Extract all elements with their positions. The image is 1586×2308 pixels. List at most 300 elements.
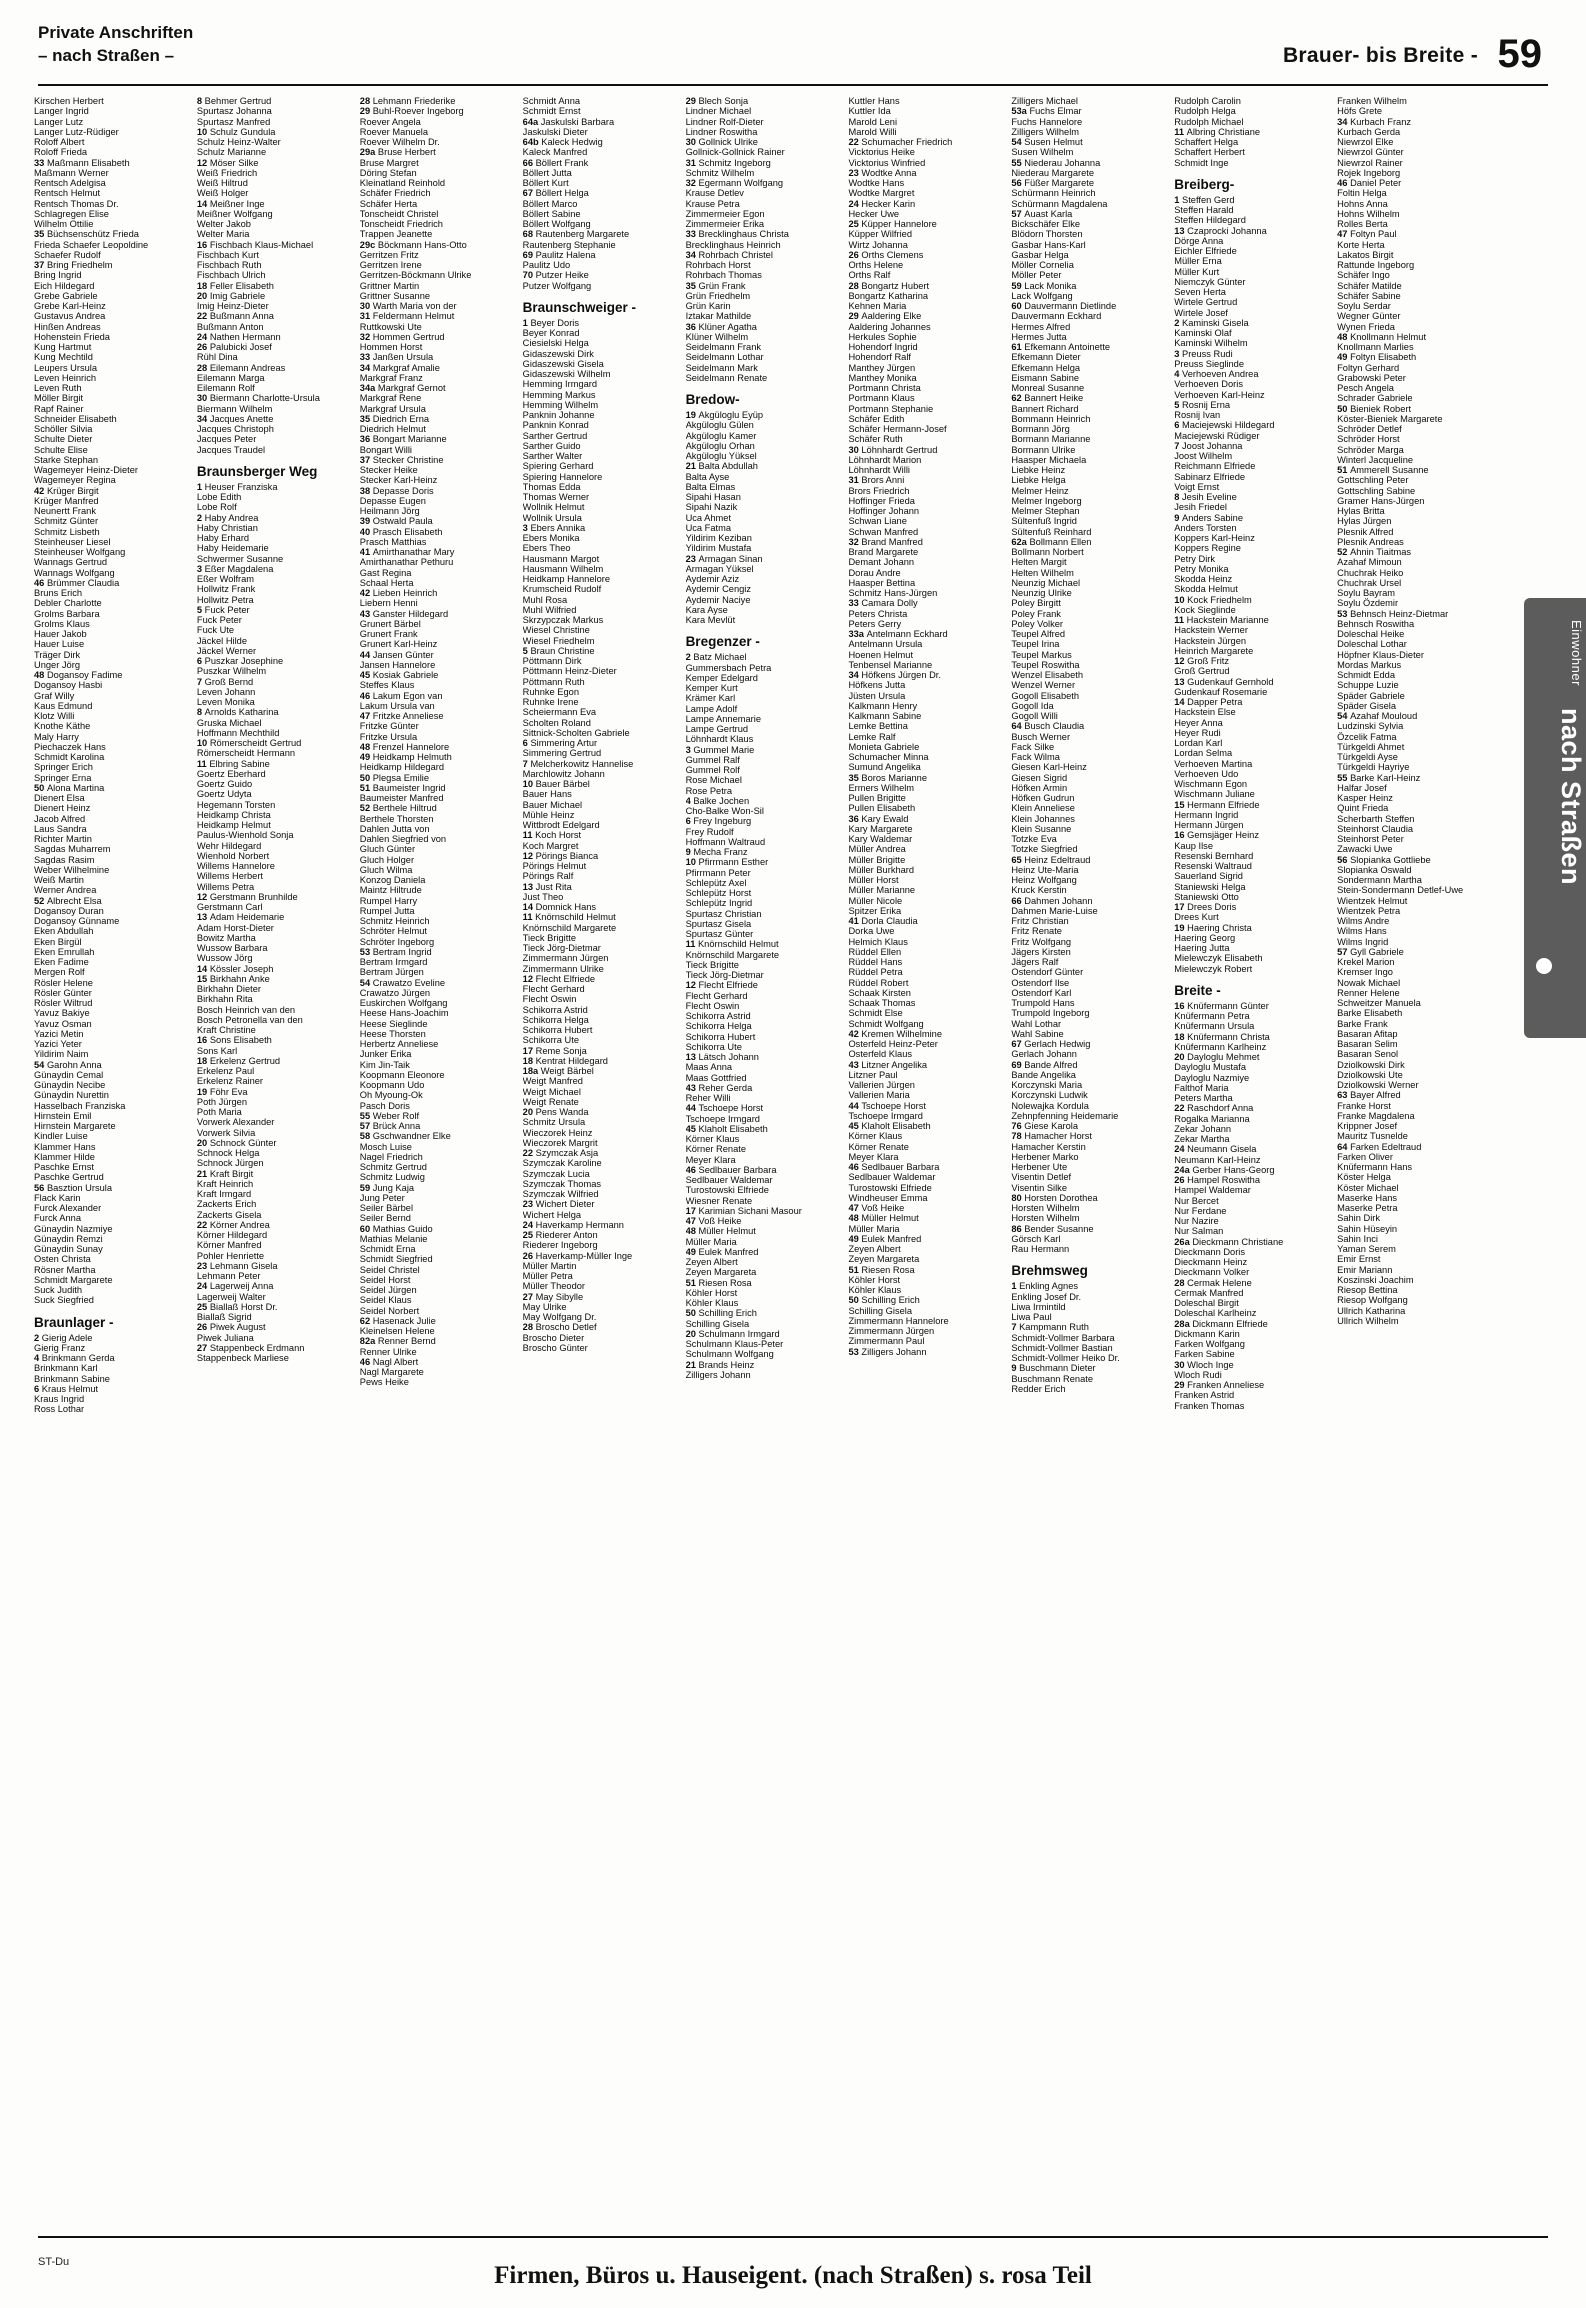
directory-entry: Schürmann Magdalena [1011,198,1108,209]
directory-entry: Steffen Hildegard [1174,215,1246,226]
directory-entry: Kindler Luise [34,1131,88,1142]
directory-entry: Ciesielski Helga [522,338,589,349]
directory-entry: Fritz Renate [1011,926,1062,937]
directory-entry: Kleinelsen Helene [359,1326,435,1336]
directory-entry: Sarther Gertrud [522,430,588,441]
directory-entry: Pews Heike [359,1377,409,1388]
directory-entry: Krämer Karl [685,693,736,704]
directory-entry: 18 Feller Elisabeth [196,280,274,291]
directory-entry: Verhoeven Karl-Heinz [1174,389,1265,400]
directory-entry: Krumscheid Rudolf [522,584,602,595]
directory-entry: Schmitz Wilhelm [685,167,755,178]
directory-entry: Schröter Helmut [359,926,427,937]
directory-entry: Schikorra Hubert [522,1025,593,1035]
directory-entry: Weiß Friedrich [196,167,258,178]
directory-entry: 42 Kremen Wilhelmine [848,1028,942,1039]
directory-entry: Sipahi Hasan [685,492,741,502]
directory-entry: Hommen Horst [359,342,423,352]
directory-entry: Staniewski Otto [1174,891,1239,902]
directory-entry: Zekar Johann [1174,1123,1232,1134]
directory-entry: 43 Ganster Hildegard [359,608,449,619]
directory-entry: Vorwerk Alexander [196,1117,275,1128]
directory-entry: Bongart Willi [359,444,412,455]
directory-entry: Lampe Adolf [685,703,738,714]
directory-entry: Basaran Afitap [1337,1028,1398,1039]
directory-entry: Suck Siegfried [34,1295,94,1306]
directory-entry: Schröter Ingeborg [359,936,435,947]
directory-entry: Grunert Bärbel [359,618,421,629]
directory-entry: Liwa Paul [1011,1312,1052,1322]
directory-entry: 6 Puszkar Josephine [196,656,284,666]
directory-entry: Roever Manuela [359,126,428,137]
directory-entry: 55 Barke Karl-Heinz [1337,772,1421,783]
directory-entry: 13 Just Rita [522,881,572,892]
directory-entry: 69 Bande Alfred [1011,1059,1078,1070]
directory-entry: Schnock Helga [196,1148,260,1158]
directory-entry: Eichler Elfriede [1174,246,1237,256]
directory-entry: 35 Büchsenschütz Frieda [34,229,139,240]
directory-entry: 25 Küpper Hannelore [848,219,937,229]
directory-entry: Türkgeldi Hayriye [1337,762,1410,773]
directory-entry: Verhoeven Udo [1174,768,1239,779]
directory-entry: Schäfer Ruth [848,434,903,445]
directory-entry: 2 Batz Michael [685,652,747,663]
directory-entry: Küpper Wilfried [848,229,913,240]
directory-entry: Kleinatland Reinhold [359,178,446,188]
directory-entry: Poley Birgitt [1011,598,1061,609]
directory-entry: Gudenkauf Rosemarie [1174,686,1268,697]
directory-entry: Wittbrodt Edelgard [522,820,600,830]
directory-entry: 53 Bertram Ingrid [359,946,432,957]
directory-entry: 4 Balke Jochen [685,795,750,806]
directory-entry: Krekel Marion [1337,957,1395,967]
directory-entry: Knörnschild Margarete [522,922,617,933]
directory-entry: Kirschen Herbert [34,96,104,106]
directory-entry: Möller Peter [1011,270,1062,281]
directory-entry: Trappen Jeanette [359,229,433,240]
directory-entry: Dieckmann Heinz [1174,1257,1248,1267]
directory-column [1174,96,1337,2212]
directory-entry: 3 Preuss Rudi [1174,348,1233,359]
directory-entry: Pohler Henriette [196,1250,265,1261]
directory-entry: Skrzypczak Markus [522,615,604,625]
directory-entry: Niewrzol Elke [1337,137,1394,147]
directory-entry: 47 Fritzke Anneliese [359,711,444,721]
directory-entry: 1 Heuser Franziska [196,481,278,492]
directory-entry: Hausmann Margot [522,553,600,564]
directory-entry: Schulte Dieter [34,434,93,445]
directory-entry: Gerritzen-Böckmann Ulrike [359,270,472,281]
directory-entry: Meißner Wolfgang [196,208,273,219]
directory-entry: Debler Charlotte [34,598,102,609]
directory-entry: Doleschal Heike [1337,629,1405,639]
directory-entry: Hauer Jakob [34,629,87,639]
directory-entry: Zimmermann Paul [848,1336,925,1347]
directory-entry: 47 Foltyn Paul [1337,229,1397,240]
directory-entry: Wegner Günter [1337,311,1401,322]
directory-entry: 25 Biallaß Horst Dr. [196,1301,278,1312]
directory-entry: 13 Czaprocki Johanna [1174,225,1267,236]
directory-entry: Dienert Elsa [34,793,85,803]
directory-entry: Jägers Kirsten [1011,946,1071,957]
directory-entry: 50 Schilling Erich [685,1308,757,1319]
directory-entry: Maserke Petra [1337,1203,1398,1213]
directory-entry: 57 Gyll Gabriele [1337,946,1404,957]
directory-entry: 28a Dickmann Elfriede [1174,1318,1268,1329]
directory-entry: Rühl Dina [196,352,238,363]
directory-entry: Preuss Sieglinde [1174,358,1245,369]
directory-entry: 50 Plegsa Emilie [359,772,430,783]
directory-entry: 29 Aaldering Elke [848,311,922,322]
directory-entry: Scheiermann Eva [522,707,597,718]
directory-entry: Gogoll Elisabeth [1011,690,1080,701]
directory-entry: Dieckmann Volker [1174,1267,1250,1278]
directory-entry: Krippner Josef [1337,1121,1398,1131]
directory-entry: 24 Nathen Hermann [196,331,281,342]
directory-entry: Kary Waldemar [848,834,913,844]
directory-entry: Schulmann Wolfgang [685,1349,774,1360]
directory-entry: Schmidt Else [848,1008,903,1019]
directory-entry: Neunzig Ulrike [1011,588,1072,598]
directory-entry: Aaldering Johannes [848,321,931,332]
directory-entry: Reichmann Elfriede [1174,461,1256,472]
directory-entry: Klüner Wilhelm [685,331,749,342]
directory-entry: Osten Christa [34,1254,91,1265]
directory-entry: 5 Rosnij Erna [1174,399,1231,410]
directory-entry: Zekar Martha [1174,1134,1230,1144]
directory-entry: 49 Foltyn Elisabeth [1337,352,1417,363]
directory-entry: 86 Bender Susanne [1011,1223,1094,1234]
directory-entry: Schweitzer Manuela [1337,998,1421,1008]
directory-entry: Aydemir Naciye [685,594,751,605]
directory-entry: 34 Kurbach Franz [1337,116,1412,127]
directory-entry: Haby Christian [196,522,258,533]
directory-entry: Werner Andrea [34,885,97,896]
directory-entry: 46 Lakum Egon van [359,690,443,701]
directory-entry: Jüsten Ursula [848,690,906,701]
directory-entry: Lakatos Birgit [1337,249,1394,260]
directory-entry: Schlepütz Axel [685,877,747,888]
directory-entry: Scholten Roland [522,717,591,728]
directory-entry: Nur Salman [1174,1226,1224,1237]
directory-entry: Hollwitz Frank [196,584,256,595]
directory-entry: 56 Slopianka Gottliebe [1337,854,1431,865]
directory-entry: Jaskulski Dieter [522,126,588,137]
directory-entry: Wienhold Norbert [196,850,270,861]
directory-column [523,96,686,2212]
directory-entry: Zeyen Margareta [685,1267,757,1278]
directory-entry: 14 Dapper Petra [1174,697,1243,707]
directory-entry: Grebe Karl-Heinz [34,301,106,311]
directory-entry: Rautenberg Stephanie [522,239,616,250]
directory-entry: 22 Szymczak Asja [522,1148,599,1158]
directory-entry: Schmidt Edda [1337,670,1396,680]
directory-entry: Pöttmann Heinz-Dieter [522,666,617,677]
directory-entry: Springer Erna [34,772,92,783]
directory-entry: Schröder Horst [1337,434,1400,445]
directory-entry: Müller Andrea [848,844,906,855]
directory-entry: Schmidt Ernst [522,106,581,117]
directory-entry: Schikorra Ute [685,1041,742,1052]
directory-entry: 10 Kock Friedhelm [1174,594,1252,605]
directory-entry: Schmidt Siegfried [359,1254,433,1265]
directory-entry: Heinrich Margarete [1174,645,1254,656]
directory-entry: Schikorra Astrid [522,1004,588,1015]
directory-entry: Manthey Monika [848,372,917,383]
directory-entry: Müller Maria [848,1223,900,1234]
directory-entry: 31 Brors Anni [848,475,905,486]
directory-entry: 29 Franken Anneliese [1174,1380,1265,1390]
directory-entry: Koopmann Udo [359,1080,425,1090]
directory-entry: Bollmann Norbert [1011,547,1084,557]
directory-entry: Enkling Josef Dr. [1011,1291,1082,1302]
directory-entry: Bande Angelika [1011,1069,1076,1080]
directory-entry: Kemper Edelgard [685,672,758,683]
directory-entry: Iztakar Mathilde [685,311,752,322]
directory-entry: Franke Horst [1337,1100,1391,1111]
directory-entry: Wahl Lothar [1011,1018,1062,1029]
directory-entry: Hemming Wilhelm [522,399,599,410]
directory-entry: Osterfeld Heinz-Peter [848,1039,938,1049]
directory-entry: Drees Kurt [1174,912,1219,923]
directory-entry: 66 Böllert Frank [522,157,589,168]
directory-entry: Yildirim Naim [34,1049,89,1060]
directory-entry: 23 Wichert Dieter [522,1199,595,1210]
directory-entry: 3 Ebers Annika [522,522,586,533]
directory-entry: Steffes Klaus [359,680,415,691]
directory-entry: Eilemann Marga [196,372,265,383]
directory-entry: Farken Sabine [1174,1349,1235,1360]
directory-entry: Buschmann Renate [1011,1373,1094,1384]
directory-entry: Dahlen Siegfried von [359,834,447,844]
directory-entry: 11 Elbring Sabine [196,758,270,769]
directory-entry: Flecht Gerhard [685,990,748,1001]
directory-entry: Rudolph Helga [1174,106,1236,117]
directory-entry: 21 Brands Heinz [685,1359,755,1370]
directory-entry: Spiering Gerhard [522,461,594,472]
directory-entry: Tschoepe Irmgard [848,1110,923,1121]
directory-entry: Fritzke Günter [359,721,419,732]
directory-entry: Weigt Renate [522,1096,579,1107]
directory-entry: Schäfer Matilde [1337,280,1402,291]
directory-entry: Schäfer Friedrich [359,188,431,199]
directory-entry: Günaydin Cemal [34,1069,104,1080]
directory-entry: Spiering Hannelore [522,471,603,482]
directory-entry: Unger Jörg [34,659,80,670]
directory-entry: Kary Margarete [848,823,913,834]
directory-entry: Mielewczyk Elisabeth [1174,953,1263,964]
directory-entry: Rösler Helene [34,977,93,988]
directory-entry: Fischbach Ruth [196,260,262,270]
directory-entry: 60 Mathias Guido [359,1223,433,1234]
directory-entry: Schmidt-Vollmer Heiko Dr. [1011,1353,1120,1363]
directory-entry: Bormann Marianne [1011,434,1091,445]
directory-entry: Zeyen Albert [848,1244,901,1254]
directory-entry: Möller Birgit [34,393,84,404]
directory-entry: Günaydin Necibe [34,1080,106,1090]
directory-entry: Vallerien Jürgen [848,1080,915,1090]
directory-entry: Marchlowitz Johann [522,768,605,779]
directory-entry: 10 Römerscheidt Gertrud [196,738,302,748]
directory-entry: Herbertz Anneliese [359,1039,439,1049]
directory-entry: May Ulrike [522,1301,567,1312]
directory-entry: Böllert Sabine [522,208,581,219]
directory-entry: 8 Arnolds Katharina [196,707,279,718]
directory-entry: Niewrzol Rainer [1337,157,1403,168]
directory-entry: Rohrbach Thomas [685,270,762,281]
directory-entry: 30 Wloch Inge [1174,1359,1234,1370]
directory-entry: Korczynski Maria [1011,1080,1083,1090]
directory-entry: 24 Hecker Karin [848,198,916,209]
directory-entry: Schürmann Heinrich [1011,188,1096,199]
directory-entry: Portmann Klaus [848,393,915,404]
directory-entry: Knüfermann Karlheinz [1174,1041,1267,1052]
directory-entry: 54 Crawatzo Eveline [359,977,446,988]
directory-entry: Gummersbach Petra [685,662,772,673]
directory-entry: Grolms Barbara [34,608,100,619]
directory-entry: Schlagregen Elise [34,208,109,219]
directory-entry: 48 Frenzel Hannelore [359,741,450,752]
directory-entry: Rentsch Helmut [34,188,101,199]
directory-entry: 33 Maßmann Elisabeth [34,157,130,168]
directory-entry: Leven Johann [196,686,256,697]
directory-entry: Gottschling Peter [1337,475,1409,486]
directory-entry: Sedlbauer Waldemar [848,1172,936,1183]
directory-entry: Riesop Bettina [1337,1285,1398,1295]
directory-entry: Soylu Serdar [1337,301,1391,311]
directory-entry: Rudolph Carolin [1174,96,1241,106]
directory-entry: Zimmermann Ulrike [522,963,604,974]
directory-entry: Nur Bercet [1174,1195,1219,1206]
directory-entry: Zilligers Michael [1011,96,1078,106]
directory-entry: Renner Ulrike [359,1346,417,1357]
directory-entry: Doleschal Karlheinz [1174,1308,1257,1319]
directory-entry: Flack Karin [34,1192,81,1203]
directory-entry: 48 Müller Helmut [685,1226,756,1237]
directory-entry: Kara Ayse [685,604,728,615]
directory-entry: Nagel Friedrich [359,1151,423,1162]
directory-entry: Wodtke Margret [848,188,915,199]
directory-entry: Wenzel Elisabeth [1011,670,1084,680]
directory-entry: 12 Groß Fritz [1174,656,1230,666]
directory-entry: 70 Putzer Heike [522,270,589,281]
directory-entry: Neumann Karl-Heinz [1174,1154,1261,1165]
directory-entry: Schröder Detlef [1337,424,1402,434]
directory-entry: Hermes Alfred [1011,321,1071,332]
street-group-heading: Breite - [1174,982,1221,998]
directory-entry: Wannags Wolfgang [34,567,115,578]
directory-entry: Resenski Bernhard [1174,850,1254,861]
directory-columns [34,96,1500,2212]
directory-entry: Hemming Irmgard [522,379,598,390]
header-divider [38,84,1548,86]
directory-entry: Roloff Frieda [34,147,88,158]
directory-entry: Aydemir Cengiz [685,584,752,595]
directory-entry: Susen Wilhelm [1011,147,1074,158]
directory-entry: Zehnpfenning Heidemarie [1011,1110,1119,1121]
directory-entry: Spurtasz Christian [685,908,762,919]
directory-entry: Fischbach Kurt [196,249,259,260]
directory-entry: 35 Boros Marianne [848,772,928,783]
directory-entry: 51 Ammerell Susanne [1337,465,1429,475]
directory-entry: 11 Knörnschild Helmut [522,912,616,923]
directory-entry: Plesnik Andreas [1337,536,1404,547]
directory-entry: Goertz Udyta [196,789,252,800]
directory-entry: Fritzke Ursula [359,731,418,742]
directory-entry: Niemczyk Günter [1174,276,1246,287]
directory-entry: Schmitz Ursula [522,1117,586,1128]
directory-entry: 54 Garohn Anna [34,1059,102,1070]
directory-entry: Springer Erich [34,762,93,773]
directory-entry: 56 Füßer Margarete [1011,178,1095,188]
directory-entry: Eßer Wolfram [196,574,255,584]
directory-entry: Goertz Guido [196,779,253,789]
directory-entry: Lobe Edith [196,492,242,502]
directory-entry: Dayloglu Mustafa [1174,1062,1247,1073]
directory-entry: 20 Dayloglu Mehmet [1174,1052,1260,1062]
directory-entry: Rumpel Harry [359,895,418,906]
directory-entry: Lordan Karl [1174,738,1223,748]
directory-entry: Peters Gerry [848,618,902,629]
directory-entry: Hohendorf Ingrid [848,342,918,352]
directory-entry: Jacques Traudel [196,444,266,455]
directory-entry: 3 Gummel Marie [685,744,755,755]
directory-entry: Günaydin Nazmiye [34,1223,113,1234]
directory-entry: 16 Sons Elisabeth [196,1035,272,1046]
directory-entry: Brand Margarete [848,547,919,557]
directory-entry: Konzog Daniela [359,875,426,885]
directory-entry: Gottschling Sabine [1337,485,1416,496]
directory-entry: Franken Astrid [1174,1390,1235,1401]
page-header-title [38,22,193,68]
directory-entry: Schrader Gabriele [1337,393,1413,404]
directory-column [848,96,1011,2212]
directory-entry: Köhler Horst [848,1274,901,1285]
directory-entry: Kasper Heinz [1337,793,1393,803]
directory-entry: Melmer Ingeborg [1011,495,1082,506]
directory-entry: Römerscheidt Hermann [196,748,296,759]
directory-entry: Turostowski Elfriede [848,1182,932,1193]
directory-entry: Chuchrak Ursel [1337,577,1402,588]
directory-entry: Haering Jutta [1174,943,1230,953]
directory-entry: 1 Enkling Agnes [1011,1281,1079,1292]
directory-entry: 54 Susen Helmut [1011,137,1083,147]
directory-entry: Spurtasz Manfred [196,116,271,127]
directory-entry: Schmitz Lisbeth [34,526,100,537]
directory-entry: Görsch Karl [1011,1233,1061,1244]
directory-entry: 11 Koch Horst [522,830,582,841]
directory-entry: Rapf Rainer [34,403,84,414]
directory-entry: 20 Schnock Günter [196,1137,277,1148]
directory-entry: Anders Torsten [1174,522,1237,533]
directory-entry: Flecht Oswin [522,994,577,1005]
directory-entry: Sagdas Muharrem [34,844,111,855]
directory-entry: Gollnick-Gollnick Rainer [685,147,785,158]
directory-entry: Euskirchen Wolfgang [359,998,448,1008]
directory-entry: Gierig Franz [34,1342,86,1353]
directory-entry: Depasse Eugen [359,495,426,506]
directory-entry: Orths Ralf [848,270,891,281]
directory-entry: Bertram Jürgen [359,967,424,978]
directory-entry: 43 Litzner Angelika [848,1059,928,1070]
directory-entry: Schaffert Herbert [1174,147,1245,158]
directory-entry: Bongartz Katharina [848,290,929,301]
directory-entry: 19 Haering Christa [1174,922,1252,933]
directory-entry: Frey Rudolf [685,826,734,837]
directory-entry: Prasch Matthias [359,536,427,547]
directory-entry: Ebers Theo [522,543,571,554]
directory-column [34,96,197,2212]
